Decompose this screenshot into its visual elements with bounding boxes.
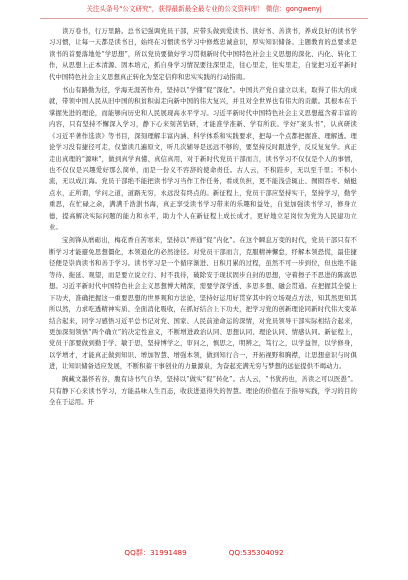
paragraph-transforming: 胸藏文墨怀若谷，腹有诗书气自华，坚持以“做实”促“转化”。古人云，“书犹药也，善读之可以医愚”。只有静下心来读书学习，方能品味人生百态，收获进退得失的智慧。理论的价值在于指导实践，学习的目的全在于运用。开 (49, 376, 357, 407)
footer-qq-group: QQ群：31991489 (124, 548, 187, 557)
paragraph-understanding: 书山有路勤为径，学海无涯苦作舟，坚持以“学懂”促“深化”。中国共产党自建立以来，取得了伟大的成就，带领中国人民从旧中国的积贫积弱走向新中国的伟大复兴，并且对全世界也有伟大的贡献。其根本在于掌握先进的理论，而能够向历史和人民展现高水平学习。习近平新时代中国特色社会主义思想蕴含着丰富的内容，只有坚持不懈深入学习，静下心来刻苦钻研，才能准学准新、学有所获。学好“案头书”，认真研读《习近平著作选读》等书目，深刻理解丰富内涵、科学体系和实践要求，把每一个点都把握准、理解透。理论学习没有捷径可走，仅靠读几遍原文，听几次辅导是远远不够的，要坚持反时跟进学，反反复复学。真正走出真理的“源味”，做到真学真懂、真信真用，对于新时代党员干部而言，读书学习不仅仅是个人的事情，也不仅仅是兴趣爱好那么简单，而是一份义不容辞的使命责任。古人云，不积跬步，无以至千里；不积小流，无以成江海。党员干部绝不能把读书学习当作工作任务，看成负担，更不能浅尝辄止、囫囵吞枣、蜻蜓点水，正所谓，学问之道，道路无穷，永远没有终点的。新征程上，党员干部应坚持实干，坚持学习，勤学重思，在忙碌之余，满满千浩澍书海，真正享受读书学习带来的乐趣和益处，自觉加强读书学习，修身立德，提高解决实际问题的能力和水平，助力个人在新征程上成长成才，更好地立足岗位为党为人民建功立业。 (49, 86, 357, 232)
footer-contact (0, 548, 408, 558)
paragraph-internalizing: 宝剑锋从磨砺出，梅花香自苦寒来，坚持以“弄通”促“内化”。在这个瞬息万变的时代，党员干部只有不断学习才能避免思想僵化，本领退化的必然途径。对党员干部而言，克服精神懈怠，纾解本领恐慌，最佳捷径便是崇尚读书和善于学习。读书学习是一个循序渐进、日积月累的过程，虽然不可一步到位，但也绝不能等待、拖延、观望，而是要立说立行、时不我待，破除安于现状固步自封的思想，守着擦子不思进的陈腐思想。习近平新时代中国特色社会主义思想博大精深，需要学深学透、多思多想、融会贯通。在把握其全貌上下功夫，准确把握这一重要思想的世界观和方法论，坚持好运用好贯穿其中的立场观点方法，知其然更知其所以然，力求吃透精神实质、全面消化吸收，在抓好结合上下功夫，把学习党的创新理论同新时代伟大变革结合起来，同学习感悟习近平总书记对党、国家、人民前途命运的深情，对党员领导干部实际相结合起来，更加深刻领悟“两个确立”的决定性意义，不断增进政治认同、思想认同、理论认同、情感认同。新征程上，党员干部要做到勤于学、敏于思，坚持博学之，审问之，慎思之，明辨之，笃行之，以学益智，以学修身，以学增才，才能真正做到知识、增加智慧、增强本领，做到知行合一，开拓视野和胸襟，让思想意识与时俱进，让知识储备适应发展，不断积蓄干事创业的力量源泉，为奋起充满无穷与梦想的远征提供不竭动力。 (49, 237, 357, 371)
footer-qq: QQ:535304092 (228, 548, 284, 557)
header-divider (40, 18, 368, 19)
paragraph-reading: 读万卷书，行万里路。总书记强调党员干部，应带头做到爱读书、读好书、善读书，养成良好的读书学习习惯，让每一天都是读书日，始终在习惯读书学习中修炼忠诚意识，厚实知识储备。主题教育的总要求是读书的首要落地处“学思想”，所以党员要做好学习贯彻新时代中国特色社会主义思想的深化、内化、转化工作，从思想上正本清源、固本培元，抓自身学习情况要往深里走，往心里走，往实里走，自觉把习近平新时代中国特色社会主义思想真正转化为坚定信仰和忠实实践的行动指南。 (49, 28, 357, 81)
article-body (49, 26, 357, 542)
header-banner: 关注头条号"公文研究"，获得最新最全最专业的公文资料库！ 微信：gongwenyj (86, 5, 322, 13)
